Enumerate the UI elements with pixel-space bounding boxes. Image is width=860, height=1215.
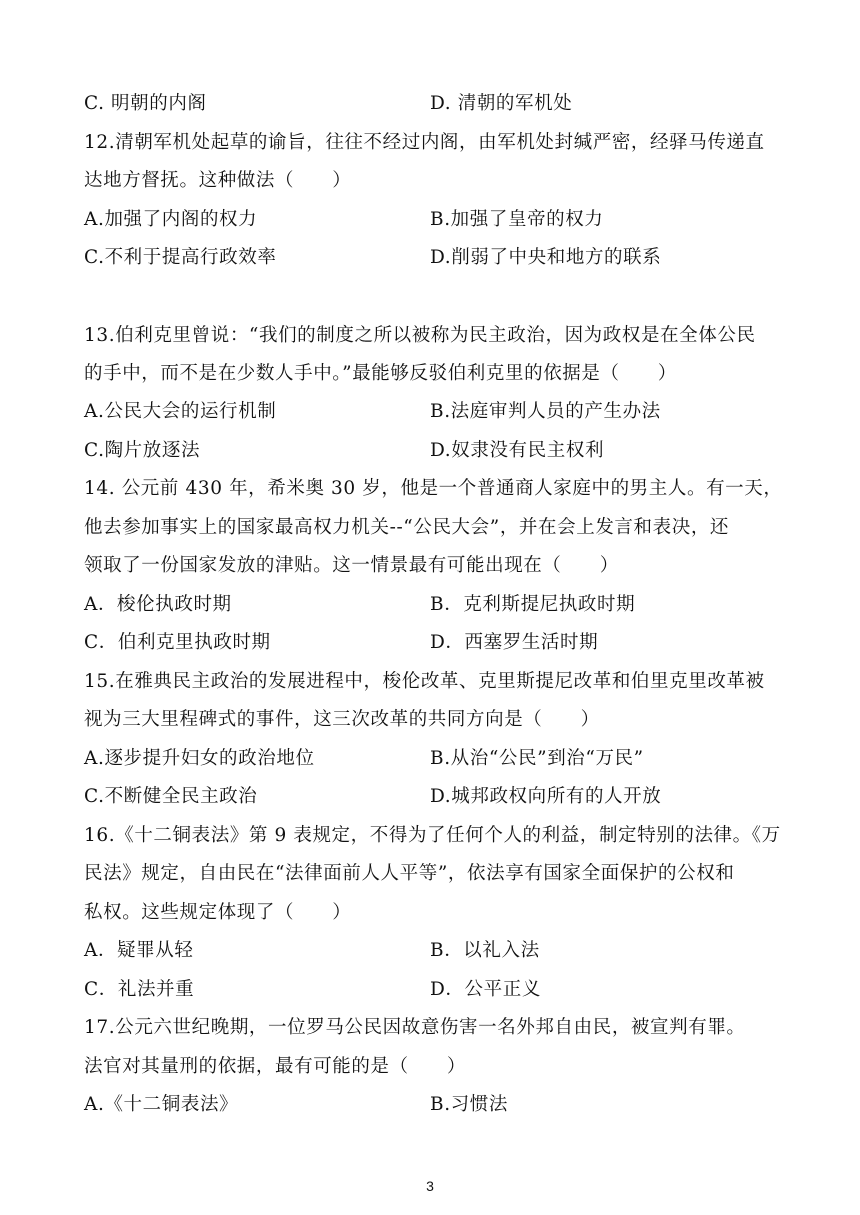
q16-stem-line2: 民法》规定，自由民在“法律面前人人平等”，依法享有国家全面保护的公权和 xyxy=(84,863,735,884)
q16-option-b: B．以礼入法 xyxy=(430,940,540,961)
q14-stem-line1: 14. 公元前 430 年，希米奥 30 岁，他是一个普通商人家庭中的男主人。有一天， xyxy=(84,478,783,499)
q11-option-d: D. 清朝的军机处 xyxy=(430,93,573,114)
q14-stem-line2: 他去参加事实上的国家最高权力机关--“公民大会”，并在会上发言和表决，还 xyxy=(84,517,730,538)
q14-option-b: B．克利斯提尼执政时期 xyxy=(430,594,636,615)
q12-stem-line2: 达地方督抚。这种做法（ ） xyxy=(84,170,352,191)
q12-stem-line1: 12.清朝军机处起草的谕旨，往往不经过内阁，由军机处封缄严密，经驿马传递直 xyxy=(84,132,765,153)
q14-stem-line3: 领取了一份国家发放的津贴。这一情景最有可能出现在（ ） xyxy=(84,555,619,576)
q16-option-a: A．疑罪从轻 xyxy=(84,940,194,961)
q16-option-d: D．公平正义 xyxy=(430,979,541,1000)
q14-option-a: A．梭伦执政时期 xyxy=(84,594,232,615)
q16-stem-line1: 16.《十二铜表法》第 9 表规定，不得为了任何个人的利益，制定特别的法律。《万 xyxy=(84,825,781,846)
q15-stem-line2: 视为三大里程碑式的事件，这三次改革的共同方向是（ ） xyxy=(84,709,600,730)
q15-stem-line1: 15.在雅典民主政治的发展进程中，梭伦改革、克里斯提尼改革和伯里克里改革被 xyxy=(84,671,765,692)
q17-option-a: A.《十二铜表法》 xyxy=(84,1094,239,1115)
q13-option-d: D.奴隶没有民主权利 xyxy=(430,440,605,461)
q13-option-a: A.公民大会的运行机制 xyxy=(84,401,277,422)
q17-stem-line2: 法官对其量刑的依据，最有可能的是（ ） xyxy=(84,1056,467,1077)
q12-option-b: B.加强了皇帝的权力 xyxy=(430,209,604,230)
q11-option-c: C. 明朝的内阁 xyxy=(84,93,207,114)
q14-option-c: C．伯利克里执政时期 xyxy=(84,632,271,653)
q13-option-c: C.陶片放逐法 xyxy=(84,440,201,461)
q17-option-b: B.习惯法 xyxy=(430,1094,508,1115)
q12-option-d: D.削弱了中央和地方的联系 xyxy=(430,247,662,268)
q16-option-c: C．礼法并重 xyxy=(84,979,195,1000)
q13-stem-line1: 13.伯利克里曾说：“我们的制度之所以被称为民主政治，因为政权是在全体公民 xyxy=(84,325,756,346)
q15-option-c: C.不断健全民主政治 xyxy=(84,786,258,807)
q16-stem-line3: 私权。这些规定体现了（ ） xyxy=(84,902,352,923)
q13-stem-line2: 的手中，而不是在少数人手中。”最能够反驳伯利克里的依据是（ ） xyxy=(84,363,677,384)
q15-option-b: B.从治“公民”到治“万民” xyxy=(430,748,644,769)
q14-option-d: D．西塞罗生活时期 xyxy=(430,632,599,653)
q15-option-a: A.逐步提升妇女的政治地位 xyxy=(84,748,315,769)
q12-option-c: C.不利于提高行政效率 xyxy=(84,247,277,268)
q17-stem-line1: 17.公元六世纪晚期，一位罗马公民因故意伤害一名外邦自由民，被宣判有罪。 xyxy=(84,1017,746,1038)
q13-option-b: B.法庭审判人员的产生办法 xyxy=(430,401,661,422)
page-number: 3 xyxy=(426,1178,434,1194)
q15-option-d: D.城邦政权向所有的人开放 xyxy=(430,786,662,807)
q12-option-a: A.加强了内阁的权力 xyxy=(84,209,258,230)
